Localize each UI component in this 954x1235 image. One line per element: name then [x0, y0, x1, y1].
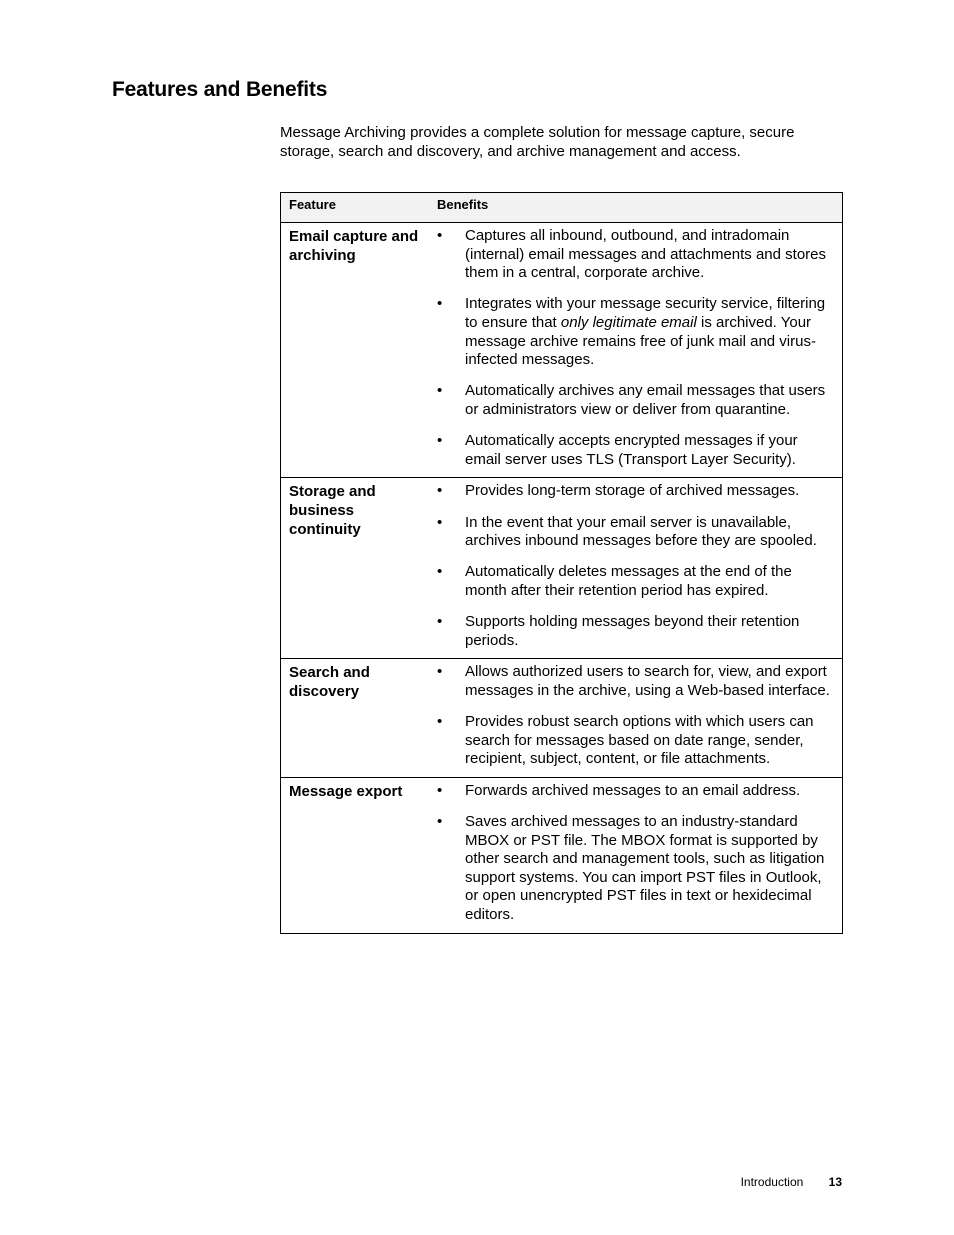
- table-header: [281, 193, 843, 223]
- benefit-text: In the event that your email server is unavailable, archives inbound messages before they are spooled.: [465, 513, 817, 550]
- feature-cell: Message export: [281, 777, 430, 933]
- benefit-text: Supports holding messages beyond their retention periods.: [465, 613, 800, 649]
- table-row: [281, 478, 843, 659]
- benefit-text: Automatically accepts encrypted messages if your email server uses TLS (Transport Layer Security).: [465, 432, 798, 468]
- bullet-icon: •: [437, 295, 443, 313]
- features-table: [280, 192, 843, 934]
- intro-paragraph: Message Archiving provides a complete solution for message capture, secure storage, search and discovery, and archive management and access.: [280, 124, 795, 160]
- table-row: [281, 223, 843, 478]
- table-body: [281, 223, 843, 934]
- feature-cell: Email capture and archiving: [281, 223, 430, 478]
- bullet-icon: •: [437, 563, 443, 581]
- benefit-item: [437, 563, 834, 600]
- benefit-text: Automatically archives any email messages that users or administrators view or deliver from quarantine.: [465, 382, 826, 418]
- benefit-list: [437, 227, 834, 469]
- benefits-cell: [429, 478, 843, 659]
- bullet-icon: •: [437, 781, 443, 799]
- bullet-icon: •: [437, 513, 443, 531]
- benefit-text: Allows authorized users to search for, view, and export messages in the archive, using a Web-based interface.: [465, 663, 830, 699]
- benefit-text: Automatically deletes messages at the end of the month after their retention period has expired.: [465, 563, 792, 599]
- benefits-cell: [429, 223, 843, 478]
- benefit-item: [437, 663, 834, 700]
- benefit-list: [437, 663, 834, 769]
- table-header-row: [281, 193, 843, 223]
- benefit-text: Saves archived messages to an industry-standard MBOX or PST file. The MBOX format is supported by other search and management tools, such as litigation support systems. You can import PST files in Outlook, or open unencrypted PST files in text or hexidecimal editors.: [465, 813, 825, 923]
- bullet-icon: •: [437, 813, 443, 830]
- benefit-item: [437, 482, 834, 501]
- benefit-text: Forwards archived messages to an email address.: [465, 781, 801, 799]
- emphasis-text: only legitimate email: [560, 313, 697, 331]
- benefit-item: [437, 813, 834, 925]
- benefit-item: [437, 613, 834, 650]
- bullet-icon: •: [437, 227, 443, 244]
- benefit-text: Captures all inbound, outbound, and intradomain (internal) email messages and attachments and stores them in a central, corporate archive.: [465, 227, 827, 282]
- benefits-column-header: Benefits: [429, 193, 843, 223]
- benefit-list: [437, 782, 834, 925]
- bullet-icon: •: [437, 713, 443, 731]
- bullet-icon: •: [437, 663, 443, 681]
- feature-cell: Search and discovery: [281, 659, 430, 778]
- benefit-item: [437, 432, 834, 469]
- benefit-text: Integrates with your message security service, filtering to ensure that only legitimate email is archived. Your message archive remains free of junk mail and virus-infected messages.: [465, 295, 826, 369]
- benefits-cell: [429, 777, 843, 933]
- page-number: 13: [828, 1175, 842, 1189]
- table-row: [281, 659, 843, 778]
- footer-section-name: Introduction: [740, 1175, 804, 1189]
- benefit-text: Provides long-term storage of archived messages.: [465, 482, 800, 500]
- benefit-list: [437, 482, 834, 650]
- feature-column-header: Feature: [281, 193, 430, 223]
- page-title: Features and Benefits: [112, 78, 328, 101]
- table-row: [281, 777, 843, 933]
- benefit-item: [437, 382, 834, 419]
- bullet-icon: •: [437, 613, 443, 631]
- benefit-item: [437, 514, 834, 551]
- page-footer: [741, 1175, 842, 1189]
- benefit-item: [437, 227, 834, 283]
- feature-cell: Storage and business continuity: [281, 478, 430, 659]
- benefits-cell: [429, 659, 843, 778]
- benefit-item: [437, 295, 834, 369]
- benefit-text: Provides robust search options with which users can search for messages based on date range, sender, recipient, subject, content, or file attachments.: [465, 713, 814, 768]
- benefit-item: [437, 713, 834, 769]
- benefit-item: [437, 782, 834, 801]
- bullet-icon: •: [437, 382, 443, 400]
- bullet-icon: •: [437, 432, 443, 450]
- bullet-icon: •: [437, 482, 443, 500]
